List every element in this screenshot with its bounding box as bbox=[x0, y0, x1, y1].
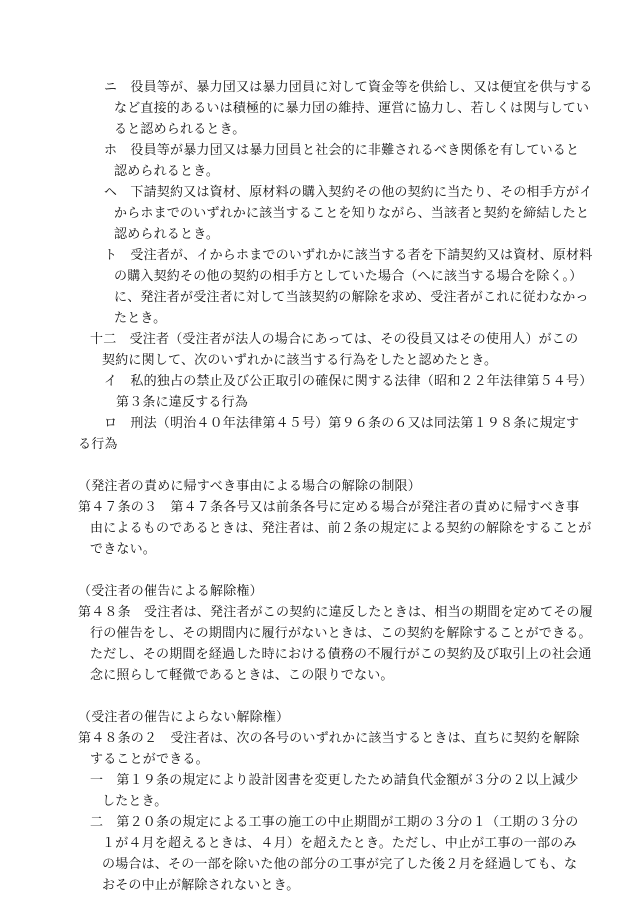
text-line: １が４月を超えるときは、４月）を超えたとき。ただし、中止が工事の一部のみ bbox=[102, 836, 577, 851]
text-line: の購入契約その他の契約の相手方としていた場合（へに該当する場合を除く。） bbox=[114, 269, 583, 284]
text-line: 二 第２０条の規定による工事の施工の中止期間が工期の３分の１（工期の３分の bbox=[90, 815, 579, 830]
text-line: ロ 刑法（明治４０年法律第４５号）第９６条の６又は同法第１９８条に規定す bbox=[104, 416, 580, 431]
section-heading: （発注者の責めに帰すべき事由による場合の解除の制限） bbox=[78, 479, 421, 494]
text-line: 行の催告をし、その期間内に履行がないときは、この契約を解除することができる。 bbox=[90, 626, 592, 641]
text-line: 第４８条 受注者は、発注者がこの契約に違反したときは、相当の期間を定めてその履 bbox=[78, 605, 593, 620]
text-line: 第３条に違反する行為 bbox=[116, 395, 249, 410]
text-line: 第４７条の３ 第４７条各号又は前条各号に定める場合が発注者の責めに帰すべき事 bbox=[78, 500, 580, 515]
text-line: 念に照らして軽微であるときは、この限りでない。 bbox=[90, 668, 394, 683]
text-line: ト 受注者が、イからホまでのいずれかに該当する者を下請契約又は資材、原材料 bbox=[104, 248, 593, 263]
text-line: ヘ 下請契約又は資材、原材料の購入契約その他の契約に当たり、その相手方がイ bbox=[104, 185, 593, 200]
text-line: したとき。 bbox=[102, 794, 168, 809]
text-line: たとき。 bbox=[114, 311, 167, 326]
text-line: の場合は、その一部を除いた他の部分の工事が完了した後２月を経過しても、な bbox=[102, 857, 578, 872]
text-line: 認められるとき。 bbox=[114, 164, 220, 179]
text-line: することができる。 bbox=[90, 752, 209, 767]
text-line: からホまでのいずれかに該当することを知りながら、当該者と契約を締結したと bbox=[114, 206, 590, 221]
text-line: 第４８条の２ 受注者は、次の各号のいずれかに該当するときは、直ちに契約を解除 bbox=[78, 731, 580, 746]
text-line: 契約に関して、次のいずれかに該当する行為をしたと認めたとき。 bbox=[102, 353, 498, 368]
text-line: できない。 bbox=[90, 542, 157, 557]
text-line: ニ 役員等が、暴力団又は暴力団員に対して資金等を供給し、又は便宜を供与する bbox=[104, 80, 593, 95]
text-line: など直接的あるいは積極的に暴力団の維持、運営に協力し、若しくは関与してい bbox=[114, 101, 590, 116]
text-line: 由によるものであるときは、発注者は、前２条の規定による契約の解除をすることが bbox=[90, 521, 592, 536]
text-line: ただし、その期間を経過した時における債務の不履行がこの契約及び取引上の社会通 bbox=[90, 647, 592, 662]
section-heading: （受注者の催告による解除権） bbox=[78, 584, 263, 599]
text-line: ホ 役員等が暴力団又は暴力団員と社会的に非難されるべき関係を有していると bbox=[104, 143, 580, 158]
text-line: 認められるとき。 bbox=[114, 227, 220, 242]
text-line: 一 第１９条の規定により設計図書を変更したため請負代金額が３分の２以上減少 bbox=[90, 773, 579, 788]
text-line: イ 私的独占の禁止及び公正取引の確保に関する法律（昭和２２年法律第５４号） bbox=[104, 374, 593, 389]
text-line: おその中止が解除されないとき。 bbox=[102, 878, 300, 893]
text-line: る行為 bbox=[78, 437, 118, 452]
section-heading: （受注者の催告によらない解除権） bbox=[78, 710, 290, 725]
text-line: に、発注者が受注者に対して当該契約の解除を求め、受注者がこれに従わなかっ bbox=[114, 290, 589, 305]
text-line: ると認められるとき。 bbox=[114, 122, 246, 137]
text-line: 十二 受注者（受注者が法人の場合にあっては、その役員又はその使用人）がこの bbox=[90, 332, 579, 347]
